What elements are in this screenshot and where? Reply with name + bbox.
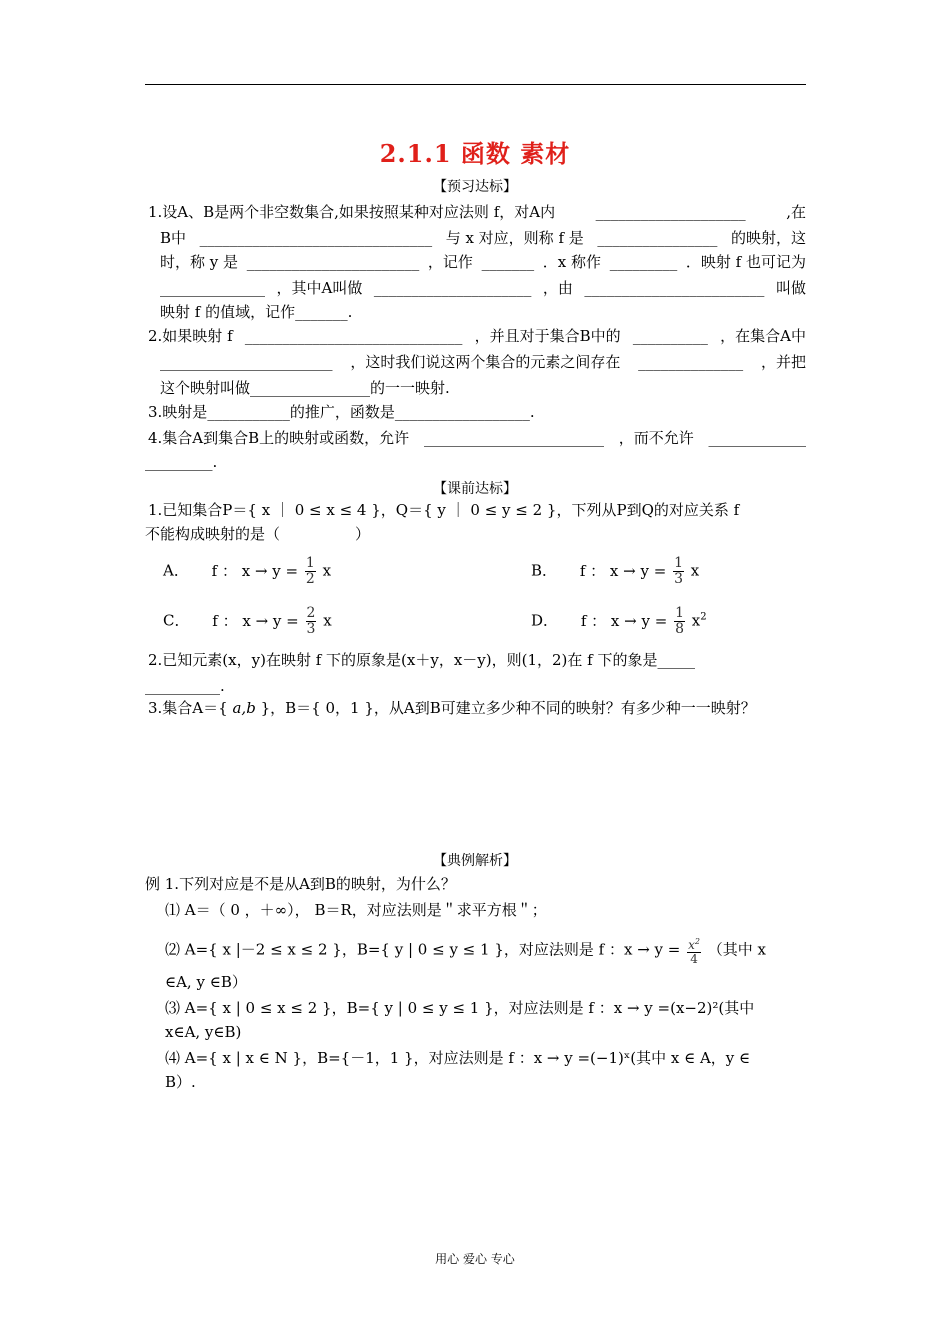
answer-blank: ______________ (160, 279, 265, 297)
preview-text: ，并把 (760, 353, 806, 371)
question-1-line-1: 1.已知集合P＝{ x ｜ 0 ≤ x ≤ 4 }，Q＝{ y ｜ 0 ≤ y ≤ 2 }，下列从P到Q的对应关系 f (148, 501, 740, 519)
example-1-item-2-line-2: ∈A, y ∈B） (165, 973, 247, 991)
example-1-item-4-line-1: ⑷ A={ x | x ∈ N }，B={－1，1 }，对应法则是 f ：x → y =(−1)ˣ(其中 x ∈ A，y ∈ (165, 1049, 751, 1067)
answer-blank: _______ (295, 303, 348, 321)
preview-line (160, 278, 806, 298)
item-2-numerator (687, 935, 701, 953)
preview-text: 的推广，函数是 (289, 403, 395, 421)
answer-blank: _________ (145, 453, 213, 471)
option-b-denominator: 3 (674, 571, 683, 587)
question-3 (148, 698, 756, 718)
answer-blank: _______ (481, 253, 535, 271)
section-preview-heading: 【预习达标】 (433, 179, 517, 195)
preview-text: 的一一映射. (370, 379, 450, 397)
answer-blank: __________ (632, 327, 708, 345)
section-examples-heading: 【典例解析】 (433, 853, 517, 869)
preview-text: 与 x 对应，则称 f 是 (445, 229, 584, 247)
answer-blank: _______________________ (160, 353, 333, 371)
preview-line (145, 452, 217, 472)
option-a-label: A． (163, 561, 189, 580)
answer-blank: _______________________________ (199, 229, 433, 247)
preview-text: ，而不允许 (618, 429, 694, 447)
preview-text: ．映射 f 也可记为 (685, 253, 806, 271)
preview-text: ，由 (542, 279, 573, 297)
option-d-exponent: 2 (700, 611, 707, 623)
option-d (531, 606, 707, 637)
answer-blank: _________ (609, 253, 678, 271)
answer-blank: ________________________ (423, 429, 604, 447)
preview-text: 叫做 (775, 279, 806, 297)
option-a (163, 556, 331, 587)
answer-blank: ________________ (250, 379, 371, 397)
example-intro: 例 1.下列对应是不是从A到B的映射，为什么？ (145, 875, 456, 893)
option-d-suffix: x (691, 611, 701, 630)
example-1-item-2 (165, 935, 766, 966)
item-2-denominator: 4 (690, 952, 698, 966)
question-3-suffix: }，B＝{ 0，1 }，从A到B可建立多少种不同的映射？有多少种一一映射？ (260, 699, 756, 717)
preview-text: 2.如果映射 f (148, 327, 233, 345)
question-3-prefix: 3.集合A＝{ (148, 699, 228, 717)
option-d-fraction (674, 606, 685, 637)
preview-text: 3.映射是 (148, 403, 208, 421)
preview-text: ,在 (786, 203, 806, 221)
answer-blank: _____________ (708, 429, 806, 447)
question-2-line-2: __________. (145, 677, 225, 695)
preview-line (148, 428, 806, 448)
preview-text: ，记作 (427, 253, 473, 271)
option-b-suffix: x (690, 561, 700, 580)
answer-blank: ___________ (207, 403, 290, 421)
example-1-item-3-line-1: ⑶ A={ x | 0 ≤ x ≤ 2 }，B={ y | 0 ≤ y ≤ 1 }，对应法则是 f ：x → y =(x−2)²(其中 (165, 999, 755, 1017)
item-2-numerator-exponent: 2 (694, 937, 700, 946)
option-c-prefix: f ： x → y = (212, 611, 299, 630)
item-2-suffix: （其中 x (707, 940, 767, 959)
preview-text: B中 (160, 229, 187, 247)
option-c-numerator: 2 (306, 605, 316, 621)
option-a-fraction (305, 556, 316, 587)
question-1-line-2: 不能构成映射的是（ ） (145, 525, 371, 543)
option-d-denominator: 8 (675, 621, 684, 637)
page-footer: 用心 爱心 专心 (435, 1252, 515, 1266)
preview-text: . (347, 303, 353, 321)
preview-line (160, 302, 352, 322)
preview-text: 映射 f 的值域，记作 (160, 303, 296, 321)
preview-line (160, 252, 806, 272)
preview-text: ，这时我们说这两个集合的元素之间存在 (350, 353, 621, 371)
preview-text: ，并且对于集合B中的 (474, 327, 621, 345)
option-c-fraction (306, 606, 317, 637)
answer-blank: _____________________ (373, 279, 532, 297)
question-2-line-1: 2.已知元素(x，y)在映射 f 下的原象是(x＋y，x－y)，则(1，2)在 f 下的象是_____ (148, 651, 695, 669)
option-b (531, 556, 699, 587)
option-b-numerator: 1 (674, 555, 683, 571)
option-c-label: C． (163, 611, 190, 630)
preview-text: 的映射，这 (730, 229, 806, 247)
answer-blank: ________________ (597, 229, 718, 247)
preview-text: ，其中A叫做 (276, 279, 363, 297)
page-title: 2.1.1 函数 素材 (379, 139, 571, 168)
option-b-prefix: f ： x → y = (579, 561, 667, 580)
answer-blank: ______________ (638, 353, 744, 371)
preview-text: . (529, 403, 535, 421)
preview-line (148, 202, 806, 222)
option-a-denominator: 2 (305, 571, 315, 587)
item-2-fraction (687, 935, 701, 966)
header-rule (145, 84, 806, 85)
preview-line (160, 228, 806, 248)
item-2-text: ⑵ A={ x |－2 ≤ x ≤ 2 }，B={ y | 0 ≤ y ≤ 1 }，对应法则是 f ：x → y = (165, 940, 681, 959)
preview-line (148, 402, 535, 422)
preview-text: . (212, 453, 218, 471)
preview-text: ，在集合A中 (720, 327, 806, 345)
option-d-prefix: f ： x → y = (580, 611, 668, 630)
answer-blank: ________________________ (584, 279, 765, 297)
option-c-denominator: 3 (306, 621, 316, 637)
option-a-numerator: 1 (305, 555, 315, 571)
example-1-item-4-line-2: B）. (165, 1073, 196, 1091)
preview-text: 4.集合A到集合B上的映射或函数，允许 (148, 429, 410, 447)
preview-text: ．x 称作 (542, 253, 602, 271)
option-d-numerator: 1 (675, 605, 684, 621)
preview-line (160, 352, 806, 372)
question-3-set: a,b (232, 699, 256, 717)
preview-text: 时，称 y 是 (160, 253, 239, 271)
preview-text: 1.设A、B是两个非空数集合,如果按照某种对应法则 f，对A内 (148, 203, 556, 221)
example-1-item-3-line-2: x∈A, y∈B) (165, 1023, 242, 1041)
option-b-fraction (673, 556, 684, 587)
option-c-suffix: x (323, 611, 332, 630)
option-a-suffix: x (322, 561, 332, 580)
option-a-prefix: f ： x → y = (211, 561, 299, 580)
option-b-label: B． (531, 561, 558, 580)
preview-line (160, 378, 450, 398)
answer-blank: __________________ (394, 403, 530, 421)
preview-line (148, 326, 806, 346)
preview-text: 这个映射叫做 (160, 379, 251, 397)
answer-blank: _______________________ (246, 253, 420, 271)
example-1-item-1: ⑴ A＝（ 0 ，＋∞）， B＝R，对应法则是＂求平方根＂； (165, 901, 547, 919)
answer-blank: ____________________ (595, 203, 746, 221)
option-d-label: D． (531, 611, 559, 630)
section-preclass-heading: 【课前达标】 (433, 481, 517, 497)
answer-blank: _____________________________ (244, 327, 463, 345)
item-2-numerator-base: x (688, 938, 695, 952)
option-c (163, 606, 332, 637)
